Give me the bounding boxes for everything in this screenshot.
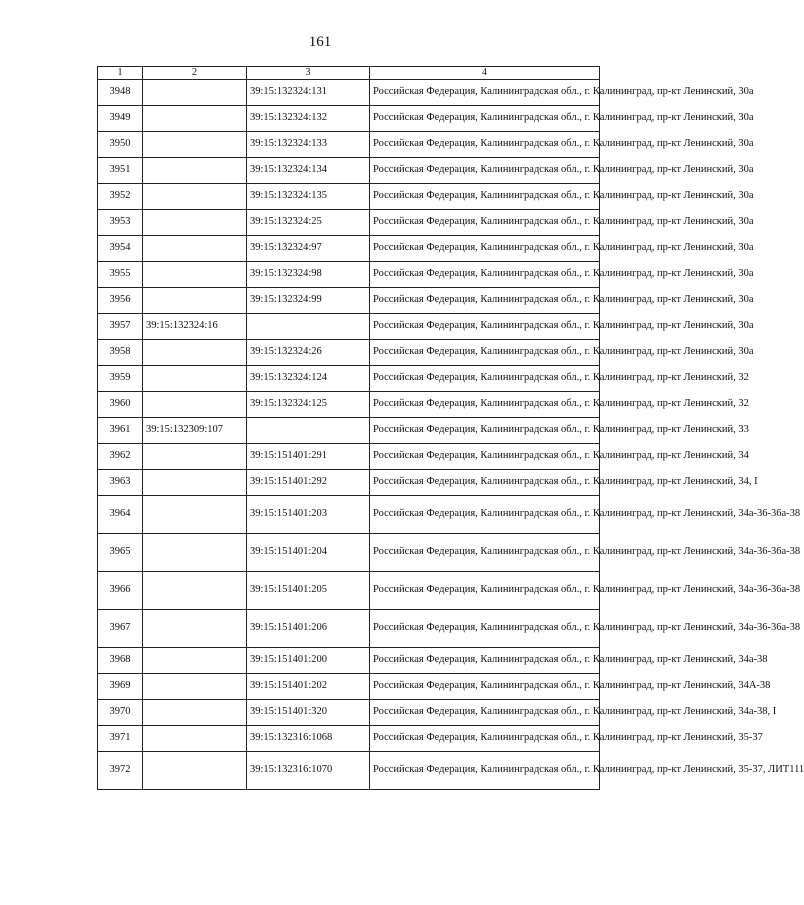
parcel-number-cell [143,339,247,365]
row-number-cell: 3959 [98,365,143,391]
cadastral-number-cell: 39:15:151401:206 [247,609,370,647]
row-number-cell: 3968 [98,647,143,673]
row-number-cell: 3970 [98,699,143,725]
cadastral-number-cell [247,417,370,443]
row-number-cell: 3957 [98,313,143,339]
parcel-number-cell [143,609,247,647]
row-number-cell: 3952 [98,183,143,209]
table-row [98,751,600,789]
table-row [98,131,600,157]
table-row [98,673,600,699]
table-row [98,339,600,365]
column-header-4: 4 [370,67,600,80]
row-number-cell: 3950 [98,131,143,157]
table-row [98,609,600,647]
table-header [98,67,600,80]
row-number-cell: 3967 [98,609,143,647]
parcel-number-cell [143,533,247,571]
cadastral-number-cell: 39:15:151401:320 [247,699,370,725]
cadastral-number-cell: 39:15:132316:1070 [247,751,370,789]
parcel-number-cell [143,365,247,391]
parcel-number-cell [143,287,247,313]
parcel-number-cell [143,105,247,131]
row-number-cell: 3954 [98,235,143,261]
column-header-2: 2 [143,67,247,80]
table-row [98,725,600,751]
address-cell: Российская Федерация, Калининградская обл., г. Калининград, пр-кт Ленинский, 30а [370,157,600,183]
cadastral-number-cell: 39:15:151401:292 [247,469,370,495]
address-cell: Российская Федерация, Калининградская обл., г. Калининград, пр-кт Ленинский, 30а [370,209,600,235]
parcel-number-cell [143,183,247,209]
cadastral-number-cell: 39:15:151401:203 [247,495,370,533]
table-row [98,235,600,261]
table-row [98,261,600,287]
row-number-cell: 3948 [98,79,143,105]
address-cell: Российская Федерация, Калининградская обл., г. Калининград, пр-кт Ленинский, 34, I [370,469,600,495]
cadastral-number-cell: 39:15:132316:1068 [247,725,370,751]
cadastral-number-cell: 39:15:132324:26 [247,339,370,365]
address-cell: Российская Федерация, Калининградская обл., г. Калининград, пр-кт Ленинский, 33 [370,417,600,443]
table-row [98,647,600,673]
row-number-cell: 3962 [98,443,143,469]
address-cell: Российская Федерация, Калининградская обл., г. Калининград, пр-кт Ленинский, 30а [370,313,600,339]
table-row [98,699,600,725]
address-cell: Российская Федерация, Калининградская обл., г. Калининград, пр-кт Ленинский, 30а [370,339,600,365]
parcel-number-cell [143,131,247,157]
table-row [98,209,600,235]
parcel-number-cell [143,157,247,183]
row-number-cell: 3961 [98,417,143,443]
table-row [98,417,600,443]
row-number-cell: 3953 [98,209,143,235]
address-cell: Российская Федерация, Калининградская обл., г. Калининград, пр-кт Ленинский, 34а-36-36а-38 [370,533,600,571]
column-header-1: 1 [98,67,143,80]
cadastral-number-cell: 39:15:132324:135 [247,183,370,209]
registry-table [97,66,804,790]
address-cell: Российская Федерация, Калининградская обл., г. Калининград, пр-кт Ленинский, 34а-36-36а-38 [370,571,600,609]
parcel-number-cell [143,495,247,533]
parcel-number-cell [143,699,247,725]
table-row [98,313,600,339]
cadastral-number-cell [247,313,370,339]
parcel-number-cell [143,751,247,789]
parcel-number-cell [143,725,247,751]
row-number-cell: 3949 [98,105,143,131]
address-cell: Российская Федерация, Калининградская обл., г. Калининград, пр-кт Ленинский, 35-37 [370,725,600,751]
row-number-cell: 3951 [98,157,143,183]
parcel-number-cell [143,209,247,235]
row-number-cell: 3958 [98,339,143,365]
cadastral-number-cell: 39:15:132324:97 [247,235,370,261]
address-cell: Российская Федерация, Калининградская обл., г. Калининград, пр-кт Ленинский, 30а [370,261,600,287]
row-number-cell: 3956 [98,287,143,313]
cadastral-number-cell: 39:15:132324:132 [247,105,370,131]
cadastral-number-cell: 39:15:132324:134 [247,157,370,183]
table-row [98,571,600,609]
cadastral-number-cell: 39:15:132324:131 [247,79,370,105]
parcel-number-cell: 39:15:132324:16 [143,313,247,339]
row-number-cell: 3955 [98,261,143,287]
address-cell: Российская Федерация, Калининградская обл., г. Калининград, пр-кт Ленинский, 32 [370,365,600,391]
parcel-number-cell [143,443,247,469]
cadastral-number-cell: 39:15:151401:291 [247,443,370,469]
address-cell: Российская Федерация, Калининградская обл., г. Калининград, пр-кт Ленинский, 34а-38, I [370,699,600,725]
cadastral-number-cell: 39:15:151401:205 [247,571,370,609]
address-cell: Российская Федерация, Калининградская обл., г. Калининград, пр-кт Ленинский, 32 [370,391,600,417]
address-cell: Российская Федерация, Калининградская обл., г. Калининград, пр-кт Ленинский, 34А-38 [370,673,600,699]
address-cell: Российская Федерация, Калининградская обл., г. Калининград, пр-кт Ленинский, 30а [370,235,600,261]
table-row [98,79,600,105]
parcel-number-cell [143,79,247,105]
cadastral-number-cell: 39:15:151401:202 [247,673,370,699]
table-row [98,183,600,209]
row-number-cell: 3966 [98,571,143,609]
table-row [98,469,600,495]
table-row [98,105,600,131]
parcel-number-cell [143,261,247,287]
cadastral-number-cell: 39:15:132324:25 [247,209,370,235]
parcel-number-cell [143,673,247,699]
page-number: 161 [308,34,332,50]
column-header-3: 3 [247,67,370,80]
parcel-number-cell: 39:15:132309:107 [143,417,247,443]
row-number-cell: 3963 [98,469,143,495]
row-number-cell: 3972 [98,751,143,789]
table-row [98,443,600,469]
table-body [98,79,804,789]
address-cell: Российская Федерация, Калининградская обл., г. Калининград, пр-кт Ленинский, 30а [370,287,600,313]
table-row [98,157,600,183]
row-number-cell: 3965 [98,533,143,571]
address-cell: Российская Федерация, Калининградская обл., г. Калининград, пр-кт Ленинский, 34а-36-36а-38 [370,495,600,533]
cadastral-number-cell: 39:15:132324:133 [247,131,370,157]
row-number-cell: 3964 [98,495,143,533]
cadastral-number-cell: 39:15:151401:200 [247,647,370,673]
address-cell: Российская Федерация, Калининградская обл., г. Калининград, пр-кт Ленинский, 30а [370,183,600,209]
address-cell: Российская Федерация, Калининградская обл., г. Калининград, пр-кт Ленинский, 34 [370,443,600,469]
table-row [98,495,600,533]
table-row [98,287,600,313]
address-cell: Российская Федерация, Калининградская обл., г. Калининград, пр-кт Ленинский, 30а [370,131,600,157]
parcel-number-cell [143,469,247,495]
parcel-number-cell [143,571,247,609]
table-row [98,365,600,391]
address-cell: Российская Федерация, Калининградская обл., г. Калининград, пр-кт Ленинский, 35-37, ЛИТ111 [370,751,600,789]
parcel-number-cell [143,391,247,417]
parcel-number-cell [143,647,247,673]
cadastral-number-cell: 39:15:132324:124 [247,365,370,391]
address-cell: Российская Федерация, Калининградская обл., г. Калининград, пр-кт Ленинский, 34а-36-36а-38 [370,609,600,647]
address-cell: Российская Федерация, Калининградская обл., г. Калининград, пр-кт Ленинский, 30а [370,79,600,105]
parcel-number-cell [143,235,247,261]
cadastral-number-cell: 39:15:132324:99 [247,287,370,313]
row-number-cell: 3960 [98,391,143,417]
address-cell: Российская Федерация, Калининградская обл., г. Калининград, пр-кт Ленинский, 34а-38 [370,647,600,673]
table-row [98,533,600,571]
address-cell: Российская Федерация, Калининградская обл., г. Калининград, пр-кт Ленинский, 30а [370,105,600,131]
cadastral-number-cell: 39:15:132324:125 [247,391,370,417]
row-number-cell: 3971 [98,725,143,751]
table-row [98,391,600,417]
cadastral-number-cell: 39:15:151401:204 [247,533,370,571]
cadastral-number-cell: 39:15:132324:98 [247,261,370,287]
row-number-cell: 3969 [98,673,143,699]
